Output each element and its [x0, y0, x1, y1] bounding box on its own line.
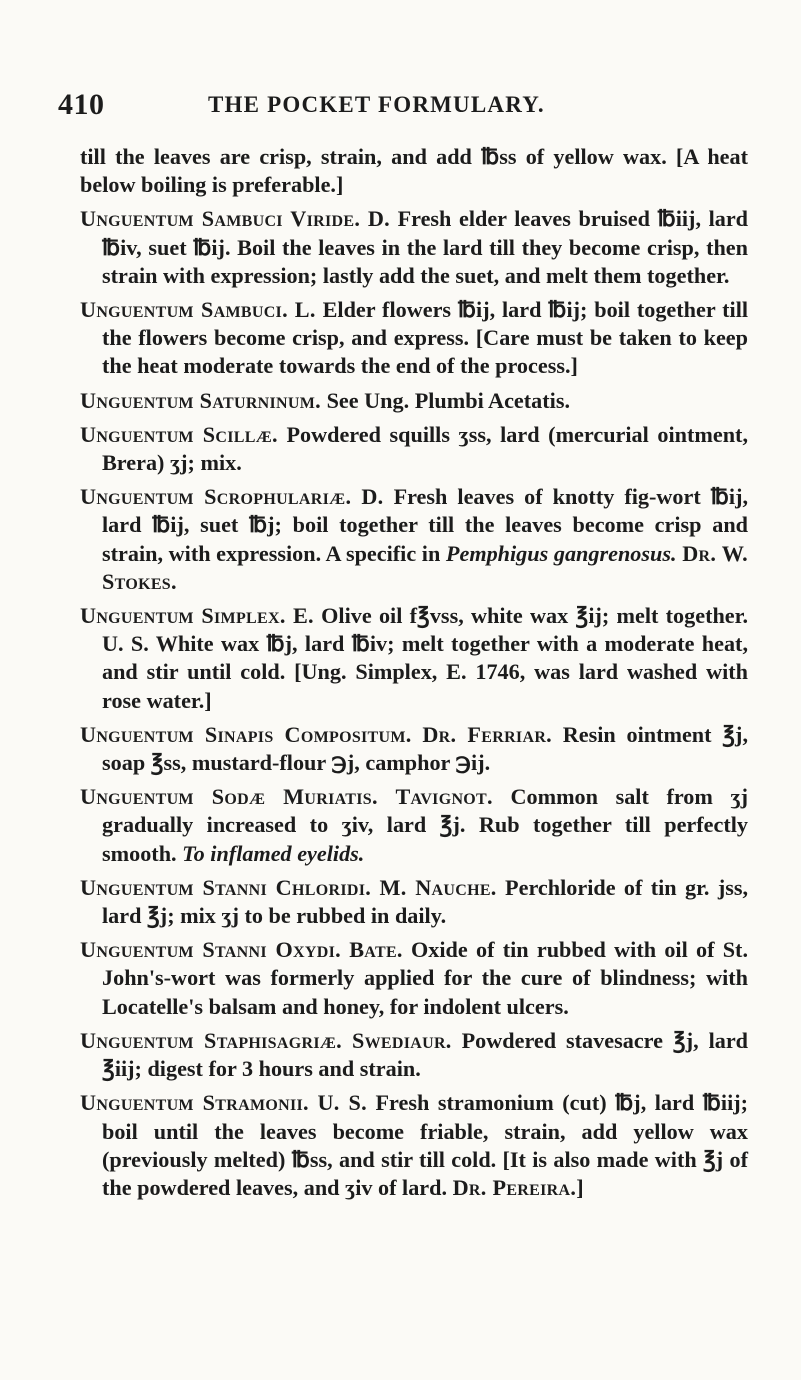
entry-unguentum-scillae [80, 421, 748, 477]
entry-authority: Tavignot. [395, 784, 493, 810]
entry-authority: Bate. [349, 937, 403, 963]
entry-authority: Swediaur. [351, 1027, 452, 1053]
entry-heading: Unguentum Sinapis Compositum. [80, 721, 412, 747]
entry-after: Dr. Pereira.] [452, 1174, 584, 1200]
entry-authority: E. [292, 603, 314, 629]
running-head: THE POCKET FORMULARY. [208, 92, 545, 117]
entry-unguentum-saturninum [80, 387, 748, 415]
entry-heading: Unguentum Sodæ Muriatis. [80, 784, 378, 810]
entry-authority: U. S. [317, 1090, 367, 1116]
page-body [80, 143, 748, 1208]
page-header [58, 88, 748, 128]
entry-heading: Unguentum Simplex. [80, 603, 286, 629]
entry-unguentum-simplex [80, 602, 748, 715]
entry-heading: Unguentum Scrophulariæ. [80, 484, 352, 510]
entry-unguentum-scrophulariae [80, 483, 748, 596]
entry-text: Fresh elder leaves bruised ℔iij, lard ℔iv, suet ℔ij. Boil the leaves in the lard till they become crisp, then strain with expression; lastly add the suet, and melt them together. [102, 206, 749, 288]
entry-text: Powdered stavesacre ℥j, lard ℥iij; digest for 3 hours and strain. [102, 1027, 749, 1082]
entry-authority: M. Nauche. [379, 874, 497, 900]
entry-unguentum-sambuci [80, 296, 748, 381]
entry-unguentum-sodae-muriatis [80, 783, 748, 868]
entry-text: Common salt from ʒj gradually increased to ʒiv, lard ℥j. Rub together till perfectly smooth. [102, 784, 748, 866]
entry-unguentum-sambuci-viride [80, 205, 748, 290]
entry-italic: Pemphigus gangrenosus. [445, 540, 677, 566]
entry-text: Resin ointment ℥j, soap ℥ss, mustard-flour ℈j, camphor ℈ij. [102, 721, 748, 776]
entry-authority: D. [367, 206, 390, 232]
entry-heading: Unguentum Stanni Oxydi. [80, 937, 341, 963]
entry-unguentum-stramonii [80, 1089, 748, 1202]
entry-text: Elder flowers ℔ij, lard ℔ij; boil together till the flowers become crisp, and express. [Care must be taken to keep the heat moderate towards the end of the process.] [102, 297, 749, 379]
entry-heading: Unguentum Scillæ. [80, 421, 278, 447]
entry-after: Dr. W. Stokes. [102, 540, 749, 594]
entry-text: See Ung. Plumbi Acetatis. [326, 387, 570, 413]
entry-text: Fresh leaves of knotty fig-wort ℔ij, lard ℔ij, suet ℔j; boil together till the leaves become crisp and strain, with expression. A specific in [102, 484, 749, 566]
entry-authority: Dr. Ferriar. [422, 721, 553, 747]
entry-text: Fresh stramonium (cut) ℔j, lard ℔iij; boil until the leaves become friable, strain, add yellow wax (previously melted) ℔ss, and stir till cold. [It is also made with ℥j of the powdered leaves, and ʒiv of lard. [102, 1090, 749, 1200]
entry-unguentum-staphisagriae [80, 1027, 748, 1083]
entry-text: Powdered squills ʒss, lard (mercurial ointment, Brera) ʒj; mix. [102, 421, 748, 476]
entry-heading: Unguentum Stramonii. [80, 1090, 309, 1116]
entry-italic: To inflamed eyelids. [182, 840, 365, 866]
entry-heading: Unguentum Staphisagriæ. [80, 1027, 343, 1053]
entry-continuation: till the leaves are crisp, strain, and add ℔ss of yellow wax. [A heat below boiling is preferable.] [80, 144, 748, 198]
entry-text: Olive oil f℥vss, white wax ℥ij; melt together. U. S. White wax ℔j, lard ℔iv; melt together with a moderate heat, and stir until cold. [Ung. Simplex, E. 1746, was lard washed with rose water.] [102, 603, 749, 713]
entry-authority: D. [361, 484, 384, 510]
entry-unguentum-sinapis-compositum [80, 721, 748, 777]
entry-heading: Unguentum Saturninum. [80, 387, 322, 413]
entry-heading: Unguentum Stanni Chloridi. [80, 874, 372, 900]
entry-heading: Unguentum Sambuci Viride. [80, 206, 361, 232]
entry-unguentum-stanni-oxydi [80, 936, 748, 1021]
entry-heading: Unguentum Sambuci. [80, 297, 288, 323]
entry-unguentum-stanni-chloridi [80, 874, 748, 930]
page-number: 410 [58, 88, 105, 121]
entry-text: Perchloride of tin gr. jss, lard ℥j; mix ʒj to be rubbed in daily. [102, 874, 749, 929]
entry-authority: L. [294, 297, 316, 323]
entry-text: Oxide of tin rubbed with oil of St. John's-wort was formerly applied for the cure of blindness; with Locatelle's balsam and honey, for indolent ulcers. [102, 937, 748, 1019]
